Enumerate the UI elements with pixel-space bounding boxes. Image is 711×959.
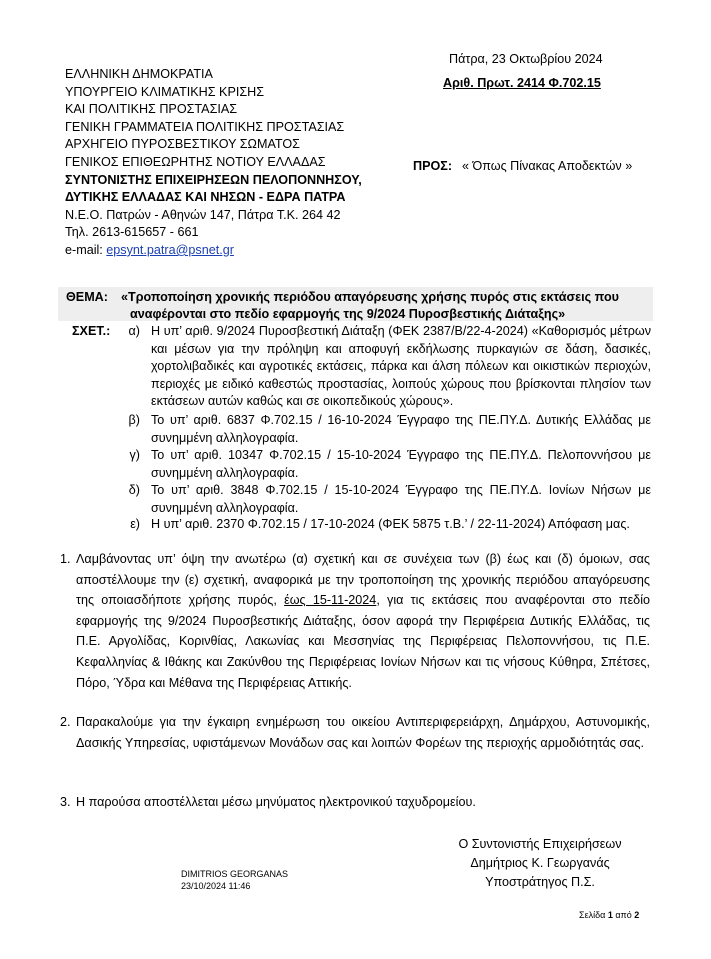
reference-letter: δ) (128, 483, 140, 497)
reference-letter: ε) (130, 517, 140, 531)
digital-signer-name: DIMITRIOS GEORGANAS (181, 869, 289, 879)
sender-line: ΓΕΝΙΚΗ ΓΡΑΜΜΑΤΕΙΑ ΠΟΛΙΤΙΚΗΣ ΠΡΟΣΤΑΣΙΑΣ (65, 119, 345, 134)
paragraph-number: 2. (60, 715, 71, 729)
paragraph-text-part: , για τις εκτάσεις που αναφέρονται στο πεδίο εφαρμογής της 9/2024 Πυροσβεστικής Διάταξης, όσον αφορά την Περιφέρεια Δυτικής Ελλάδας, τις Π.Ε. Αργολίδας, Κορινθίας, Λακωνίας και Μεσσηνίας της Περιφέρειας Πελοποννήσου, τις Π.Ε. Κεφαλληνίας & Ιθάκης και Ζακύνθου της Περιφέρειας Ιονίων Νήσων και τις νήσους Κύθηρα, Σπέτσες, Πόρο, Ύδρα και Μέθανα της Περιφέρειας Αττικής. (76, 593, 650, 690)
subject-line-1: «Τροποποίηση χρονικής περιόδου απαγόρευσης χρήσης πυρός στις εκτάσεις που (121, 290, 619, 304)
sender-line: ΥΠΟΥΡΓΕΙΟ ΚΛΙΜΑΤΙΚΗΣ ΚΡΙΣΗΣ (65, 84, 265, 99)
reference-text: Το υπ’ αριθ. 6837 Φ.702.15 / 16-10-2024 Έγγραφο της ΠΕ.ΠΥ.Δ. Δυτικής Ελλάδας με συνημμένη αλληλογραφία. (151, 413, 651, 445)
page-number: 1 (607, 910, 613, 920)
subject-line-2: αναφέρονται στο πεδίο εφαρμογής της 9/2024 Πυροσβεστικής Διάταξης» (130, 307, 566, 321)
email-link[interactable]: epsynt.patra@psnet.gr (106, 242, 234, 257)
of-word: από (615, 910, 632, 920)
place-date: Πάτρα, 23 Οκτωβρίου 2024 (449, 52, 603, 66)
paragraph-text (76, 549, 650, 693)
page-total: 2 (634, 910, 640, 920)
paragraph-number: 3. (60, 795, 71, 809)
recipient-value: « Όπως Πίνακας Αποδεκτών » (462, 159, 633, 173)
page-word: Σελίδα (579, 910, 606, 920)
signature-rank: Υποστράτηγος Π.Σ. (485, 875, 595, 889)
reference-text: Το υπ’ αριθ. 3848 Φ.702.15 / 15-10-2024 Έγγραφο της ΠΕ.ΠΥ.Δ. Ιονίων Νήσων με συνημμένη αλληλογραφία. (151, 483, 651, 515)
reference-text: Η υπ’ αριθ. 2370 Φ.702.15 / 17-10-2024 (ΦΕΚ 5875 τ.Β.’ / 22-11-2024) Απόφαση μας. (151, 517, 630, 531)
paragraph-text: Παρακαλούμε για την έγκαιρη ενημέρωση του οικείου Αντιπεριφερειάρχη, Δημάρχου, Αστυνομικής, Δασικής Υπηρεσίας, υφιστάμενων Μονάδων σας και λοιπών Φορέων της περιοχής αρμοδιότητάς σας. (76, 715, 650, 750)
paragraph-text: Η παρούσα αποστέλλεται μέσω μηνύματος ηλεκτρονικού ταχυδρομείου. (76, 795, 476, 809)
digital-signature-timestamp: 23/10/2024 11:46 (181, 880, 251, 891)
sender-line: ΓΕΝΙΚΟΣ ΕΠΙΘΕΩΡΗΤΗΣ ΝΟΤΙΟΥ ΕΛΛΑΔΑΣ (65, 154, 326, 169)
deadline-date: έως 15-11-2024 (284, 593, 377, 608)
reference-letter: γ) (129, 448, 140, 462)
sender-line: ΚΑΙ ΠΟΛΙΤΙΚΗΣ ΠΡΟΣΤΑΣΙΑΣ (65, 102, 238, 117)
signature-block (440, 835, 640, 892)
recipient-label: ΠΡΟΣ: (413, 159, 453, 173)
sender-block (65, 66, 362, 260)
sender-email-row (65, 242, 362, 260)
email-label: e-mail: (65, 242, 103, 257)
signature-name: Δημήτριος Κ. Γεωργανάς (470, 856, 610, 870)
reference-text: Η υπ’ αριθ. 9/2024 Πυροσβεστική Διάταξη (ΦΕΚ 2387/Β/22-4-2024) «Καθορισμός μέτρων και μέσων για την πρόληψη και αποφυγή εκδήλωσης πυρκαγιών σε δάση, δασικές, χορτολιβαδικές και αγροτικές εκτάσεις, πάρκα και άλση πόλεων και οικιστικών περιοχών, περιοχές με ειδικό καθεστώς προστασίας, λοιπούς χώρους που βρίσκονται πλησίον των εκτάσεων αυτών καθώς και σε οικοπεδικούς χώρους». (151, 324, 651, 409)
sender-unit-line: ΔΥΤΙΚΗΣ ΕΛΛΑΔΑΣ ΚΑΙ ΝΗΣΩΝ - ΕΔΡΑ ΠΑΤΡΑ (65, 190, 346, 205)
sender-unit-line: ΣΥΝΤΟΝΙΣΤΗΣ ΕΠΙΧΕΙΡΗΣΕΩΝ ΠΕΛΟΠΟΝΝΗΣΟΥ, (65, 172, 362, 187)
page-footer (579, 910, 639, 920)
sender-line: ΕΛΛΗΝΙΚΗ ΔΗΜΟΚΡΑΤΙΑ (65, 67, 213, 81)
paragraph-text-part: Λαμβάνοντας υπ’ όψη την ανωτέρω (α) σχετική και σε συνέχεια των (β) έως και (δ) όμοιων, σας αποστέλλουμε την (ε) σχετική, αναφορικά με την τροποποίηση της χρονικής περιόδου απαγόρευσης της οποιασδήποτε χρήσης πυρός, (76, 552, 650, 608)
reference-letter: β) (128, 413, 140, 427)
signature-role: Ο Συντονιστής Επιχειρήσεων (458, 837, 622, 851)
subject-label: ΘΕΜΑ: (66, 290, 108, 304)
protocol-number: Αριθ. Πρωτ. 2414 Φ.702.15 (443, 76, 601, 90)
sender-address: Ν.Ε.Ο. Πατρών - Αθηνών 147, Πάτρα Τ.Κ. 264 42 (65, 207, 341, 222)
reference-text: Το υπ’ αριθ. 10347 Φ.702.15 / 15-10-2024 Έγγραφο της ΠΕ.ΠΥ.Δ. Πελοποννήσου με συνημμένη αλληλογραφία. (151, 448, 651, 480)
references-label: ΣΧΕΤ.: (72, 324, 111, 338)
digital-signature (181, 869, 288, 892)
paragraph-number: 1. (60, 552, 71, 566)
sender-line: ΑΡΧΗΓΕΙΟ ΠΥΡΟΣΒΕΣΤΙΚΟΥ ΣΩΜΑΤΟΣ (65, 137, 300, 152)
reference-letter: α) (128, 324, 140, 338)
sender-phone: Τηλ. 2613-615657 - 661 (65, 225, 199, 240)
